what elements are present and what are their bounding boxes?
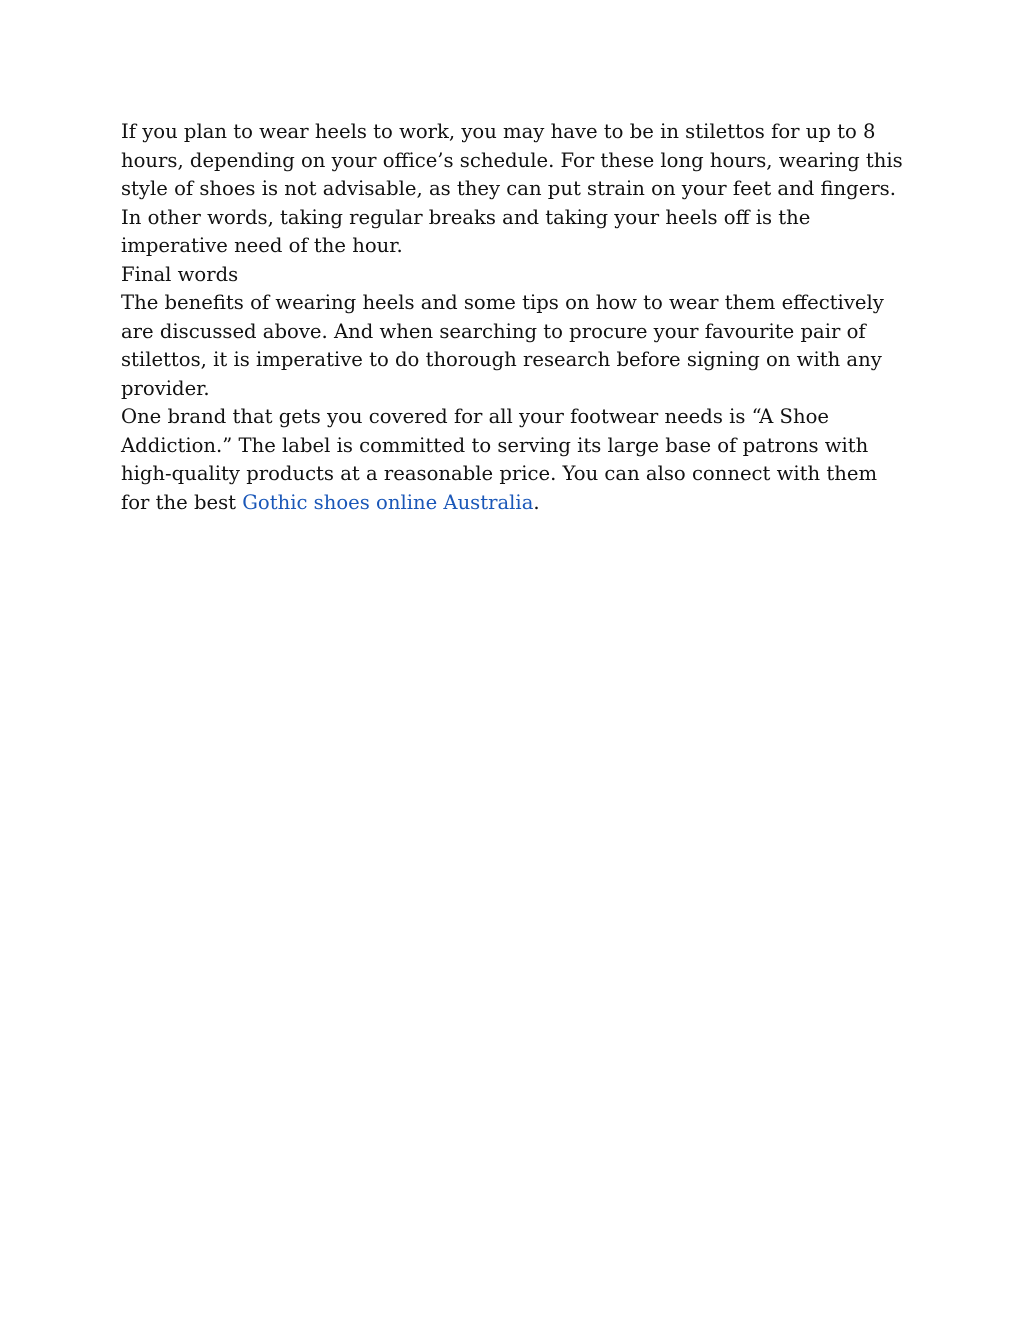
paragraph-brand-text: One brand that gets you covered for all your footwear needs is “A Shoe Addiction.” The label is committed to serving its large base of patrons with high-quality products at a reasonable price. You can also connect with them for the best	[121, 405, 878, 514]
gothic-shoes-link[interactable]: Gothic shoes online Australia	[242, 490, 534, 514]
paragraph-brand-period: .	[533, 490, 540, 514]
paragraph-benefits: The benefits of wearing heels and some tips on how to wear them effectively are discussed above. And when searching to procure your favourite pair of stilettos, it is imperative to do thorough research before signing on with any provider.	[121, 291, 884, 400]
paragraph-brand	[121, 403, 911, 517]
document-body	[121, 118, 911, 517]
paragraph-work-heels: If you plan to wear heels to work, you may have to be in stilettos for up to 8 hours, depending on your office’s schedule. For these long hours, wearing this style of shoes is not advisable, as they can put strain on your feet and fingers. In other words, taking regular breaks and taking your heels off is the imperative need of the hour.	[121, 120, 903, 257]
section-heading-final-words: Final words	[121, 262, 239, 286]
